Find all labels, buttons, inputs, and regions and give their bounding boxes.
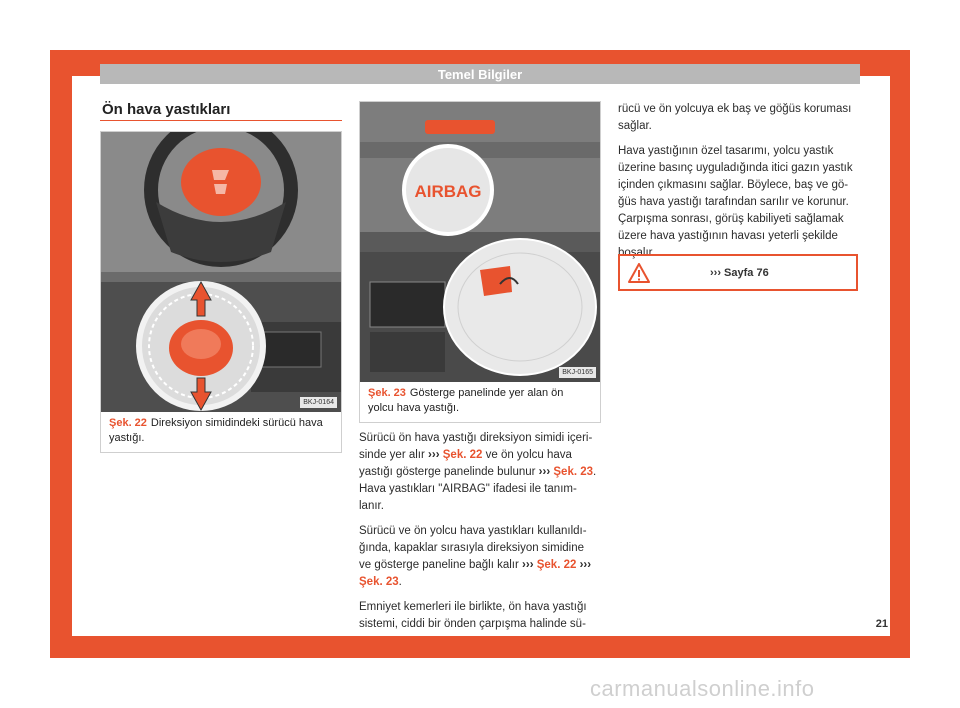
figure-22-link[interactable]: Şek. 22 — [442, 449, 483, 461]
text-run: ve ön yolcu hava yastığı gösterge panelinde bulunur — [359, 449, 572, 478]
figure-caption-text: Direksiyon simidindeki sürücü hava yastığı. — [109, 417, 323, 444]
paragraph: Hava yastığının özel tasarımı, yolcu yastık üzerine basınç uyguladığında itici gazın yastık içinden çıkmasını sağlar. Böylece, baş ve gö-ğüs hava yastığı tarafından sarılır ve korunur. Çarpışma sonrası, görüş kabiliyeti sağlamak üzere hava yastığının havası yeterli şekilde boşalır. — [618, 145, 853, 259]
title-underline — [100, 120, 342, 121]
airbag-label: AIRBAG — [414, 182, 482, 201]
paragraph: rücü ve ön yolcuya ek baş ve göğüs koruması sağlar. — [618, 103, 852, 132]
figure-23 — [359, 101, 601, 423]
section-title: Ön hava yastıkları — [102, 101, 231, 118]
figure-caption — [360, 382, 600, 422]
warning-box — [618, 254, 858, 291]
cross-ref-arrows: ››› — [538, 466, 551, 478]
figure-caption-text: Gösterge panelinde yer alan ön yolcu hava yastığı. — [368, 387, 564, 414]
paragraph — [359, 430, 599, 515]
figure-23-link[interactable]: Şek. 23 — [553, 466, 594, 478]
page-number: 21 — [875, 618, 888, 630]
figure-23-link[interactable]: Şek. 23 — [359, 576, 399, 588]
text-run: Sürücü ve ön yolcu hava yastıkları kullanıldı-ğında, kapaklar sırasıyla direksiyon simidine ve gösterge paneline bağlı kalır — [359, 525, 587, 571]
column-3-text — [618, 101, 858, 270]
column-2-text — [359, 430, 599, 641]
passenger-airbag-illustration — [360, 102, 600, 382]
cross-ref-arrows: ››› — [522, 559, 534, 571]
steering-wheel-airbag-illustration — [101, 132, 341, 412]
warning-page-reference[interactable]: ››› Sayfa 76 — [710, 266, 769, 279]
paragraph: Emniyet kemerleri ile birlikte, ön hava yastığı sistemi, ciddi bir önden çarpışma halinde sü- — [359, 601, 587, 630]
figure-caption — [101, 412, 341, 452]
text-run: Sürücü ön hava yastığı direksiyon simidi içeri-sinde yer alır — [359, 432, 593, 461]
text-run: . — [398, 576, 402, 588]
text-run: . Hava yastıkları "AIRBAG" ifadesi ile tanım-lanır. — [359, 466, 597, 512]
figure-22-link[interactable]: Şek. 22 — [536, 559, 577, 571]
warning-triangle-icon — [628, 263, 650, 283]
paragraph — [359, 523, 599, 591]
figure-22 — [100, 131, 342, 453]
figure-ref-code: BKJ-0164 — [300, 397, 337, 408]
figure-number: Şek. 23 — [368, 387, 406, 399]
chapter-header: Temel Bilgiler — [100, 64, 860, 84]
watermark: carmanualsonline.info — [590, 676, 815, 701]
figure-ref-code: BKJ-0165 — [559, 367, 596, 378]
cross-ref-arrows: ››› — [428, 449, 440, 461]
figure-number: Şek. 22 — [109, 417, 147, 429]
cross-ref-arrows: ››› — [579, 559, 592, 571]
